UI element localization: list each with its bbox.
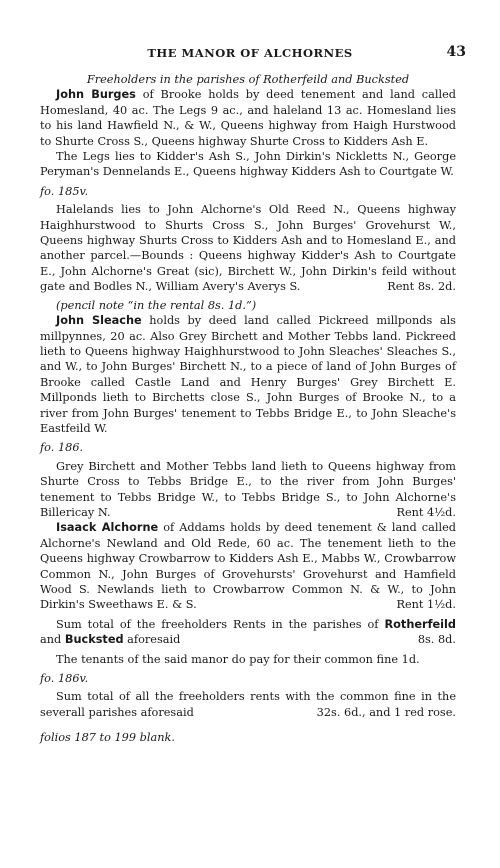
folio-marker: fo. 186. [40,441,84,455]
paragraph-grey-birchett [40,459,456,521]
paragraph-sum-total-freeholders [40,617,456,648]
paragraph-text: aforesaid [123,633,181,647]
paragraph-common-fine: The tenants of the said manor do pay for their common fine 1d. [56,652,420,666]
rent-amount: 32s. 6d., and 1 red rose. [316,705,456,719]
rent-amount: 8s. 8d. [417,633,456,647]
parish-name: Bucksted [64,633,124,647]
folio-marker: folios 187 to 199 blank. [40,731,175,745]
rent-amount: Rent 4½d. [396,505,456,519]
page-body [40,72,456,749]
folio-marker: fo. 185v. [40,184,89,198]
paragraph-text: Grey Birchett and Mother Tebbs land lieth to Queens highway from Shurte Cross to Tebbs Bridge E., to the river from John Burges' tenement to Tebbs Bridge W., to Tebbs Bridge S., to John Alchorne's Billericay N. [40,459,456,519]
paragraph-text: Sum total of the freeholders Rents in the parishes of [56,617,385,631]
paragraph-text: Halelands lies to John Alchorne's Old Reed N., Queens highway Haighhurstwood to Shurts Cross S., John Burges' Grovehurst W., Queens highway Shurts Cross to Kidders Ash and to Homesland E., and another parcel.—Bounds : Queens highway Kidder's Ash to Courtgate E., John Alchorne's Great (sic), Birchett W., John Dirkin's feild without gate and Bodles N., William Avery's Averys S. [40,203,456,294]
running-title: THE MANOR OF ALCHORNES [147,46,353,60]
paragraph-text: of Addams holds by deed tenement & land called Alchorne's Newland and Old Rede, 60 ac. The tenement lieth to the Queens highway Crowbarrow to Kidders Ash E., Mabbs W., Crowbarrow Common N., John Burges of Grovehursts' Grovehurst and Hamfield Wood S. Newlands lieth to Crowbarrow Common N. & W., to John Dirkin's Sweethaws E. & S. [40,521,456,612]
holder-name: John Sleache [56,314,142,328]
rent-amount: Rent 1½d. [396,598,456,612]
holder-name: John Burges [56,88,136,102]
page-header [34,46,466,64]
paragraph-john-burges [40,87,456,149]
holder-name: Isaack Alchorne [56,521,159,535]
conjunction: and [40,633,65,647]
folio-marker: fo. 186v. [40,672,89,686]
paragraph-john-sleache [40,313,456,436]
rent-amount: Rent 8s. 2d. [387,280,456,294]
paragraph-text: Sum total of all the freeholders rents with the common fine in the severall parishes aforesaid [40,690,456,719]
paragraph-text: of Brooke holds by deed tenement and land called Homesland, 40 ac. The Legs 9 ac., and haleland 13 ac. Homesland lies to his land Hawfield N., & W., Queens highway from Haigh Hurstwood to Shurte Cross S., Queens highway Shurte Cross to Kidders Ash E. [40,88,456,148]
paragraph-sum-total-all [40,689,456,720]
paragraph-halelands [40,202,456,294]
section-heading: Freeholders in the parishes of Rotherfeild and Bucksted [86,73,410,86]
page-number: 43 [446,44,466,60]
paragraph-text: holds by deed land called Pickreed millponds als millpynnes, 20 ac. Also Grey Birchett and Mother Tebbs land. Pickreed lieth to Queens highway Haighhurstwood to John Sleaches' Sleaches S., and W., to John Burges' Birchett N., to a piece of land of John Burges of Brooke called Castle Land and Henry Burges' Grey Birchett E. Millponds lieth to Birchetts close S., John Burges of Brooke N., to a river from John Burges' tenement to Tebbs Bridge E., to John Sleache's Eastfeild W. [40,314,456,435]
parish-name: Rotherfeild [384,617,456,631]
paragraph-the-legs: The Legs lies to Kidder's Ash S., John Dirkin's Nickletts N., George Peryman's Dennelands E., Queens highway Kidders Ash to Courtgate W. [40,150,456,179]
paragraph-isaack-alchorne [40,520,456,612]
pencil-note: (pencil note “in the rental 8s. 1d.”) [56,298,257,312]
